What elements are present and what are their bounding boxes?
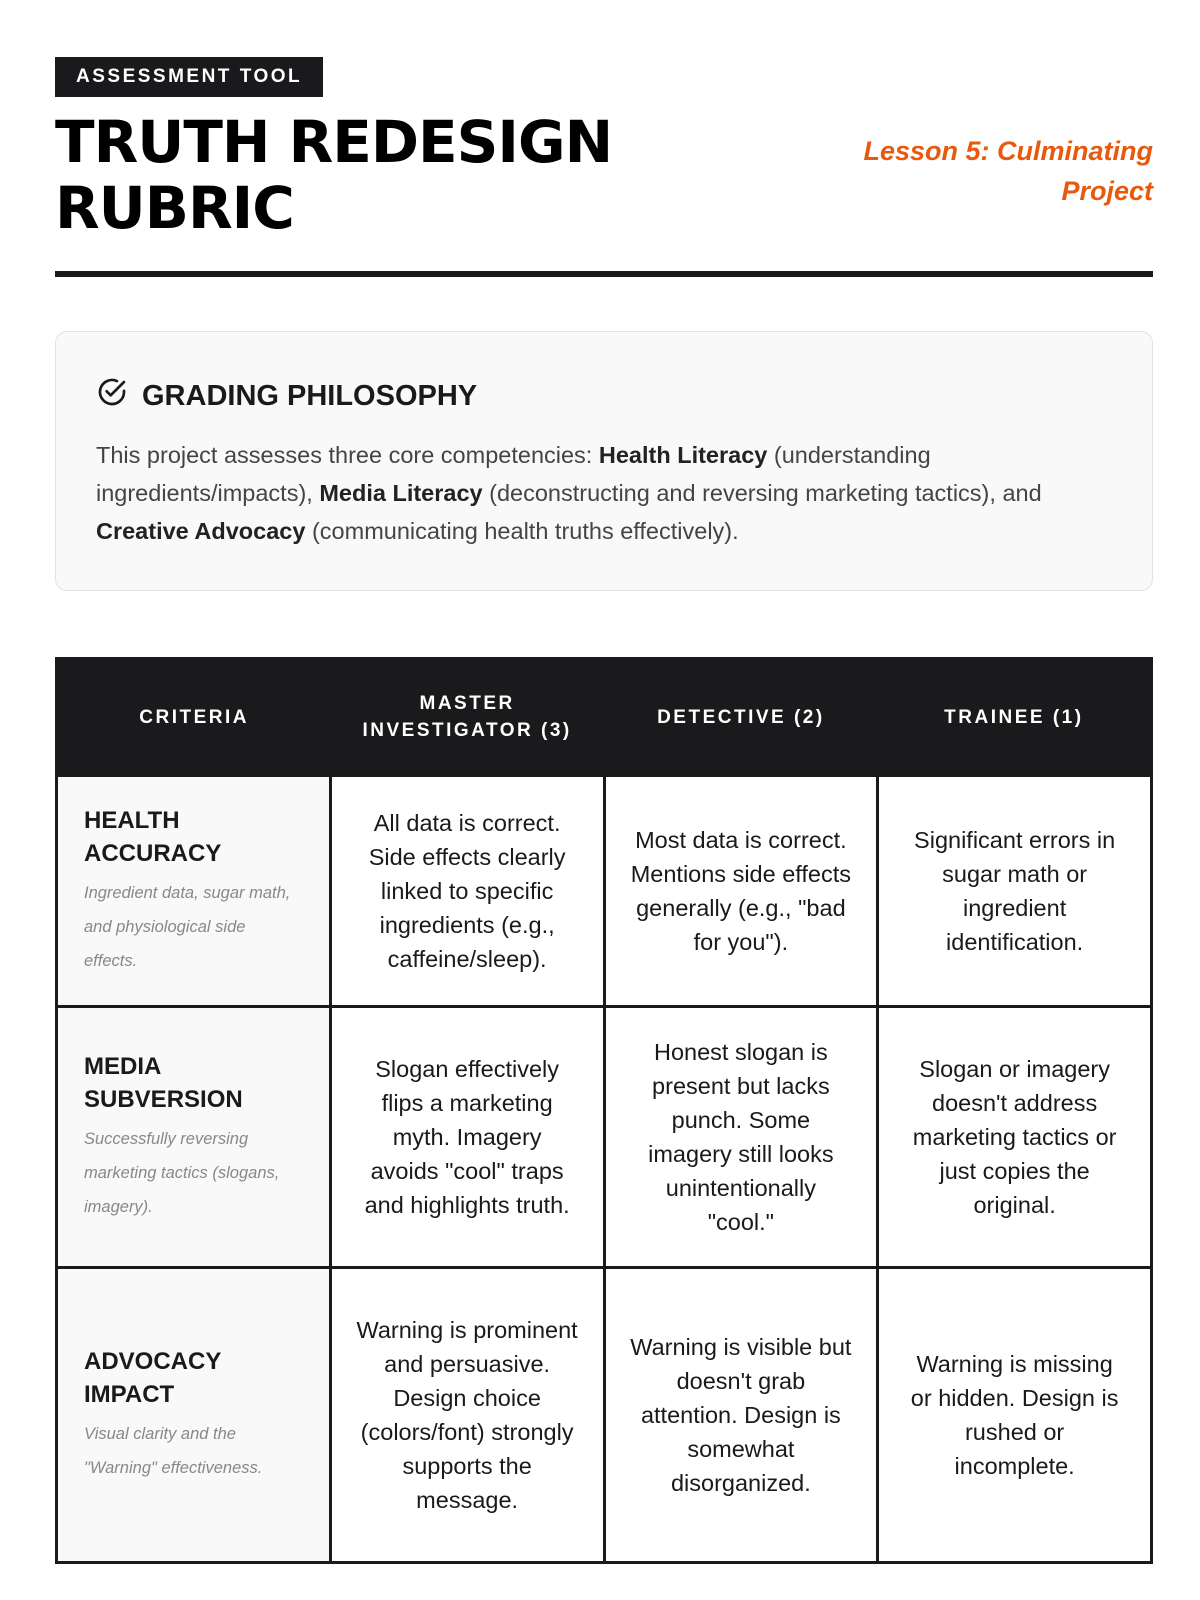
header-trainee: TRAINEE (1) <box>878 659 1152 776</box>
header <box>55 57 1153 241</box>
table-row <box>57 1007 1152 1268</box>
criteria-name: ADVOCACY IMPACT <box>84 1348 221 1408</box>
criteria-description: Successfully reversing marketing tactics (slogans, imagery). <box>84 1130 280 1216</box>
criteria-name: HEALTH ACCURACY <box>84 807 222 867</box>
level-3-cell: Slogan effectively flips a marketing myth. Imagery avoids "cool" traps and highlights truth. <box>330 1007 604 1268</box>
philosophy-heading-text: GRADING PHILOSOPHY <box>142 379 478 412</box>
level-2-cell: Honest slogan is present but lacks punch. Some imagery still looks unintentionally "cool." <box>604 1007 878 1268</box>
level-1-cell: Slogan or imagery doesn't address marketing tactics or just copies the original. <box>878 1007 1152 1268</box>
competency-creative-advocacy: Creative Advocacy <box>96 518 306 544</box>
criteria-cell <box>57 776 331 1007</box>
competency-health-literacy: Health Literacy <box>598 442 768 468</box>
title-line-2: RUBRIC <box>55 174 294 242</box>
level-3-cell: Warning is prominent and persuasive. Design choice (colors/font) strongly supports the message. <box>330 1268 604 1563</box>
criteria-name: MEDIA SUBVERSION <box>84 1053 243 1113</box>
level-2-cell: Most data is correct. Mentions side effects generally (e.g., "bad for you"). <box>604 776 878 1007</box>
text-segment: (deconstructing and reversing marketing tactics), and <box>482 480 1042 506</box>
criteria-cell <box>57 1007 331 1268</box>
check-circle-icon <box>96 376 128 416</box>
level-1-cell: Significant errors in sugar math or ingredient identification. <box>878 776 1152 1007</box>
rubric-page <box>55 57 1153 1564</box>
header-criteria: CRITERIA <box>57 659 331 776</box>
level-2-cell: Warning is visible but doesn't grab attention. Design is somewhat disorganized. <box>604 1268 878 1563</box>
text-segment: (communicating health truths effectively). <box>305 518 739 544</box>
lesson-label: Lesson 5: Culminating Project <box>863 136 1153 206</box>
table-row <box>57 1268 1152 1563</box>
title-block <box>55 57 612 241</box>
level-1-cell: Warning is missing or hidden. Design is rushed or incomplete. <box>878 1268 1152 1563</box>
competency-media-literacy: Media Literacy <box>319 480 483 506</box>
table-row <box>57 776 1152 1007</box>
table-header-row <box>57 659 1152 776</box>
grading-philosophy-card <box>55 331 1153 591</box>
philosophy-text <box>96 436 1112 550</box>
header-detective: DETECTIVE (2) <box>604 659 878 776</box>
philosophy-heading <box>96 376 1112 416</box>
header-divider <box>55 271 1153 277</box>
page-title <box>55 109 612 241</box>
text-segment: (understanding ingredients/impacts), <box>96 442 931 506</box>
criteria-description: Visual clarity and the "Warning" effectiveness. <box>84 1425 263 1477</box>
rubric-table <box>55 657 1153 1564</box>
level-3-cell: All data is correct. Side effects clearly linked to specific ingredients (e.g., caffeine/sleep). <box>330 776 604 1007</box>
assessment-badge: ASSESSMENT TOOL <box>55 57 323 97</box>
title-line-1: TRUTH REDESIGN <box>55 108 613 176</box>
text-segment: This project assesses three core competencies: <box>96 442 599 468</box>
header-master-investigator: MASTER INVESTIGATOR (3) <box>330 659 604 776</box>
criteria-cell <box>57 1268 331 1563</box>
criteria-description: Ingredient data, sugar math, and physiological side effects. <box>84 884 291 970</box>
